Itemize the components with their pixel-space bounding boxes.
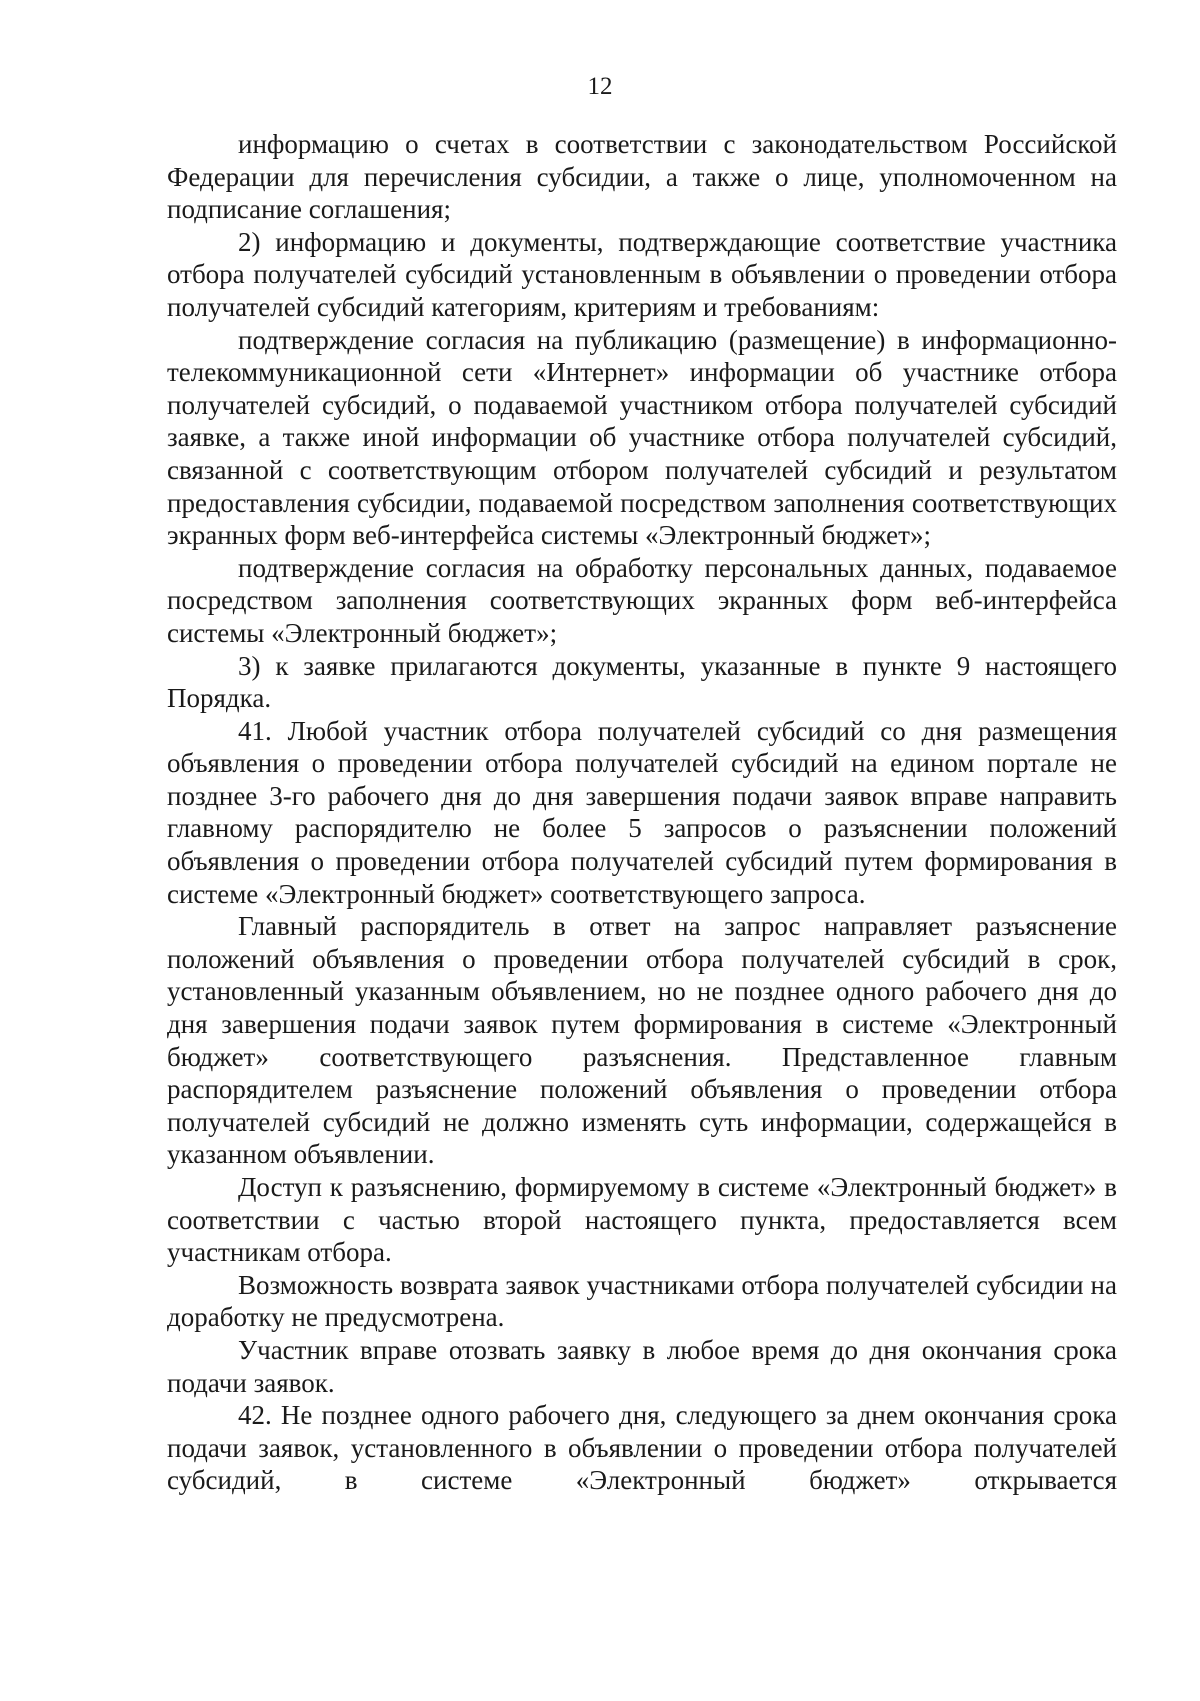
paragraph-no-return: Возможность возврата заявок участниками отбора получателей субсидии на доработку не предусмотрена.	[167, 1269, 1117, 1333]
page-number: 12	[587, 73, 613, 100]
document-body	[167, 128, 1117, 1497]
paragraph-item-2: 2) информацию и документы, подтверждающие соответствие участника отбора получателей субсидий установленным в объявлении о проведении отбора получателей субсидий категориям, критериям и требованиям:	[167, 226, 1117, 322]
paragraph-clause-42: 42. Не позднее одного рабочего дня, следующего за днем окончания срока подачи заявок, установленного в объявлении о проведении отбора получателей субсидий, в системе «Электронный бюджет» открывается	[167, 1400, 1117, 1496]
paragraph-personal-data-consent: подтверждение согласия на обработку персональных данных, подаваемое посредством заполнения соответствующих экранных форм веб-интерфейса системы «Электронный бюджет»;	[167, 552, 1117, 648]
paragraph-clarification-response: Главный распорядитель в ответ на запрос направляет разъяснение положений объявления о проведении отбора получателей субсидий в срок, установленный указанным объявлением, но не позднее одного рабочего дня до дня завершения подачи заявок путем формирования в системе «Электронный бюджет» соответствующего разъяснения. Представленное главным распорядителем разъяснение положений объявления о проведении отбора получателей субсидий не должно изменять суть информации, содержащейся в указанном объявлении.	[167, 911, 1117, 1170]
paragraph-publication-consent: подтверждение согласия на публикацию (размещение) в информационно-телекоммуникационной сети «Интернет» информации об участнике отбора получателей субсидий, о подаваемой участником отбора получателей субсидий заявке, а также иной информации об участнике отбора получателей субсидий, связанной с соответствующим отбором получателей субсидий и результатом предоставления субсидии, подаваемой посредством заполнения соответствующих экранных форм веб-интерфейса системы «Электронный бюджет»;	[167, 324, 1117, 551]
paragraph-item-3: 3) к заявке прилагаются документы, указанные в пункте 9 настоящего Порядка.	[167, 650, 1117, 714]
paragraph-clarification-access: Доступ к разъяснению, формируемому в системе «Электронный бюджет» в соответствии с частью второй настоящего пункта, предоставляется всем участникам отбора.	[167, 1172, 1117, 1268]
paragraph-withdrawal: Участник вправе отозвать заявку в любое время до дня окончания срока подачи заявок.	[167, 1334, 1117, 1398]
paragraph-clause-41: 41. Любой участник отбора получателей субсидий со дня размещения объявления о проведении отбора получателей субсидий на едином портале не позднее 3-го рабочего дня до дня завершения подачи заявок вправе направить главному распорядителю не более 5 запросов о разъяснении положений объявления о проведении отбора получателей субсидий путем формирования в системе «Электронный бюджет» соответствующего запроса.	[167, 715, 1117, 909]
paragraph-account-info: информацию о счетах в соответствии с законодательством Российской Федерации для перечисления субсидии, а также о лице, уполномоченном на подписание соглашения;	[167, 129, 1117, 225]
